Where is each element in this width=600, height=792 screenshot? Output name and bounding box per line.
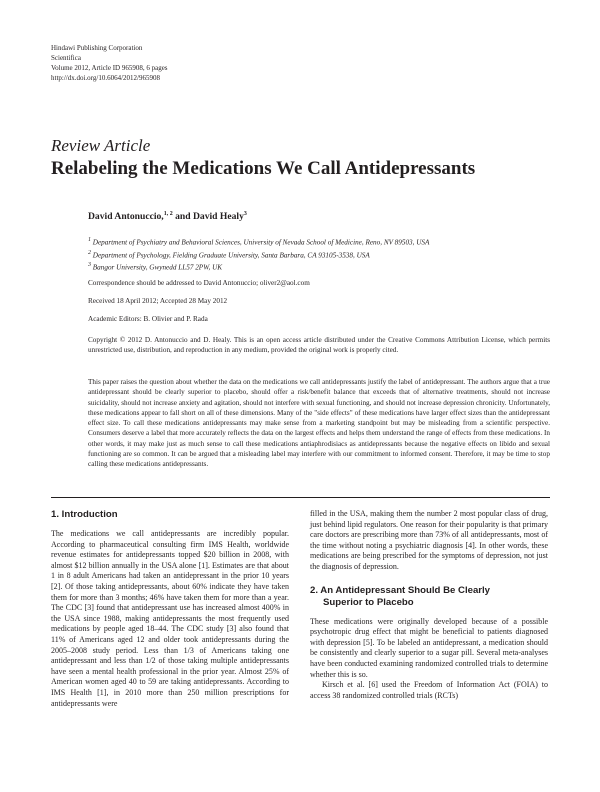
article-type: Review Article — [51, 136, 151, 155]
section-2-paragraph-1: These medications were originally developed because of a possible psychotropic drug effect that might be beneficial to patients diagnosed with depression [5]. To be labeled an antidepressant, a medication should be consistently and clearly superior to a sugar pill. Several meta-analyses have been conducted examining randomized controlled trials to determine whether this is so. — [310, 616, 548, 679]
affiliation-list — [88, 235, 548, 273]
section-2-heading-line-1: 2. An Antidepressant Should Be Clearly — [310, 584, 491, 596]
section-1-paragraph: The medications we call antidepressants are incredibly popular. According to pharmaceutical consulting firm IMS Health, worldwide revenue estimates for antidepressants topped $20 billion in 2008, with almost $12 billion annually in the USA alone [1]. Estimates are that about 1 in 8 adult Americans had taken an antidepressant in the prior 10 years [2]. Of those taking antidepressants, about 60% indicate they have taken them for more than 3 months; 46% have taken them for more than a year. The CDC [3] found that antidepressant use has increased almost 400% in the USA since 1988, making antidepressants the most frequently used medications by people aged 18–44. The CDC study [3] also found that 11% of Americans aged 12 and older took antidepressants during the 2005–2008 study period. Less than 1/3 of Americans taking one antidepressant and less than 1/2 of those taking multiple antidepressants have seen a mental health professional in the prior year. Almost 25% of American women aged 40 to 59 are taking antidepressants. According to IMS Health [1], in 2010 more than 250 million prescriptions for antidepressants were — [51, 529, 289, 708]
author-antonuccio: David Antonuccio, — [88, 211, 164, 223]
section-2-heading-line-2: Superior to Placebo — [323, 596, 414, 608]
section-2-paragraph-2: Kirsch et al. [6] used the Freedom of Information Act (FOIA) to access 38 randomized controlled trials (RCTs) — [310, 680, 548, 700]
affiliation-3-marker: 3 — [88, 262, 91, 269]
paper-title: Relabeling the Medications We Call Antidepressants — [51, 158, 476, 179]
author-and-healy: and David Healy — [172, 211, 244, 223]
doi-link[interactable]: http://dx.doi.org/10.6064/2012/965908 — [51, 74, 160, 82]
journal-name: Scientifica — [51, 54, 81, 62]
author-antonuccio-affiliation: 1, 2 — [163, 211, 173, 217]
right-column — [310, 509, 548, 701]
left-column — [51, 509, 289, 709]
publisher-name: Hindawi Publishing Corporation — [51, 44, 143, 52]
section-1-continuation: filled in the USA, making them the number 2 most popular class of drug, just behind lipid regulators. One reason for their popularity is that primary care doctors are prescribing more than 73% of all antidepressants, most of the time without noting a psychiatric diagnosis [4]. In other words, these medications are being prescribed for the symptoms of depression, not just the diagnosis of depression. — [310, 509, 548, 571]
affiliation-2-marker: 2 — [88, 249, 91, 256]
affiliation-2 — [88, 248, 548, 261]
volume-info: Volume 2012, Article ID 965908, 6 pages — [51, 64, 168, 72]
journal-header — [51, 43, 168, 83]
academic-editors: Academic Editors: B. Olivier and P. Rada — [88, 315, 208, 323]
affiliation-3 — [88, 260, 548, 273]
affiliation-2-text: Department of Psychology, Fielding Graduate University, Santa Barbara, CA 93105-3538, USA — [91, 251, 370, 260]
correspondence-note: Correspondence should be addressed to David Antonuccio; oliver2@aol.com — [88, 279, 310, 287]
received-dates: Received 18 April 2012; Accepted 28 May 2012 — [88, 297, 228, 305]
author-list — [88, 211, 548, 222]
affiliation-1-marker: 1 — [88, 237, 91, 243]
section-1-heading: 1. Introduction — [51, 509, 118, 520]
section-divider — [51, 497, 550, 498]
abstract-text: This paper raises the question about whether the data on the medications we call antidepressants justify the label of antidepressant. The authors argue that a true antidepressant should be clearly superior to placebo, should offer a risk/benefit balance that exceeds that of alternative treatments, should not increase suicidality, should not increase anxiety and agitation, should not interfere with sexual functioning, and should not increase depression chronicity. Unfortunately, these medications appear to fall short on all of these dimensions. Many of the "side effects" of these medications have larger effect sizes than the antidepressant effect size. To call these medications antidepressants may make sense from a marketing standpoint but may be misleading from a scientific perspective. Consumers deserve a label that more accurately reflects the data on the largest effects and helps them understand the range of effects from these medications. In other words, it may make just as much sense to call these medications antiaphrodisiacs as antidepressants because the negative effects on libido and sexual functioning are so common. It can be argued that a misleading label may interfere with our commitment to informed consent. Therefore, it may be time to stop calling these medications antidepressants. — [88, 378, 550, 469]
affiliation-3-text: Bangor University, Gwynedd LL57 2PW, UK — [91, 263, 223, 272]
affiliation-1-text: Department of Psychiatry and Behavioral Sciences, University of Nevada School of Medicine, Reno, NV 89503, USA — [91, 238, 430, 247]
affiliation-1 — [88, 235, 548, 248]
author-healy-affiliation: 3 — [243, 211, 247, 217]
section-2-heading — [310, 585, 548, 609]
copyright-notice: Copyright © 2012 D. Antonuccio and D. Healy. This is an open access article distributed under the Creative Commons Attribution License, which permits unrestricted use, distribution, and reproduction in any medium, provided the original work is properly cited. — [88, 336, 550, 355]
